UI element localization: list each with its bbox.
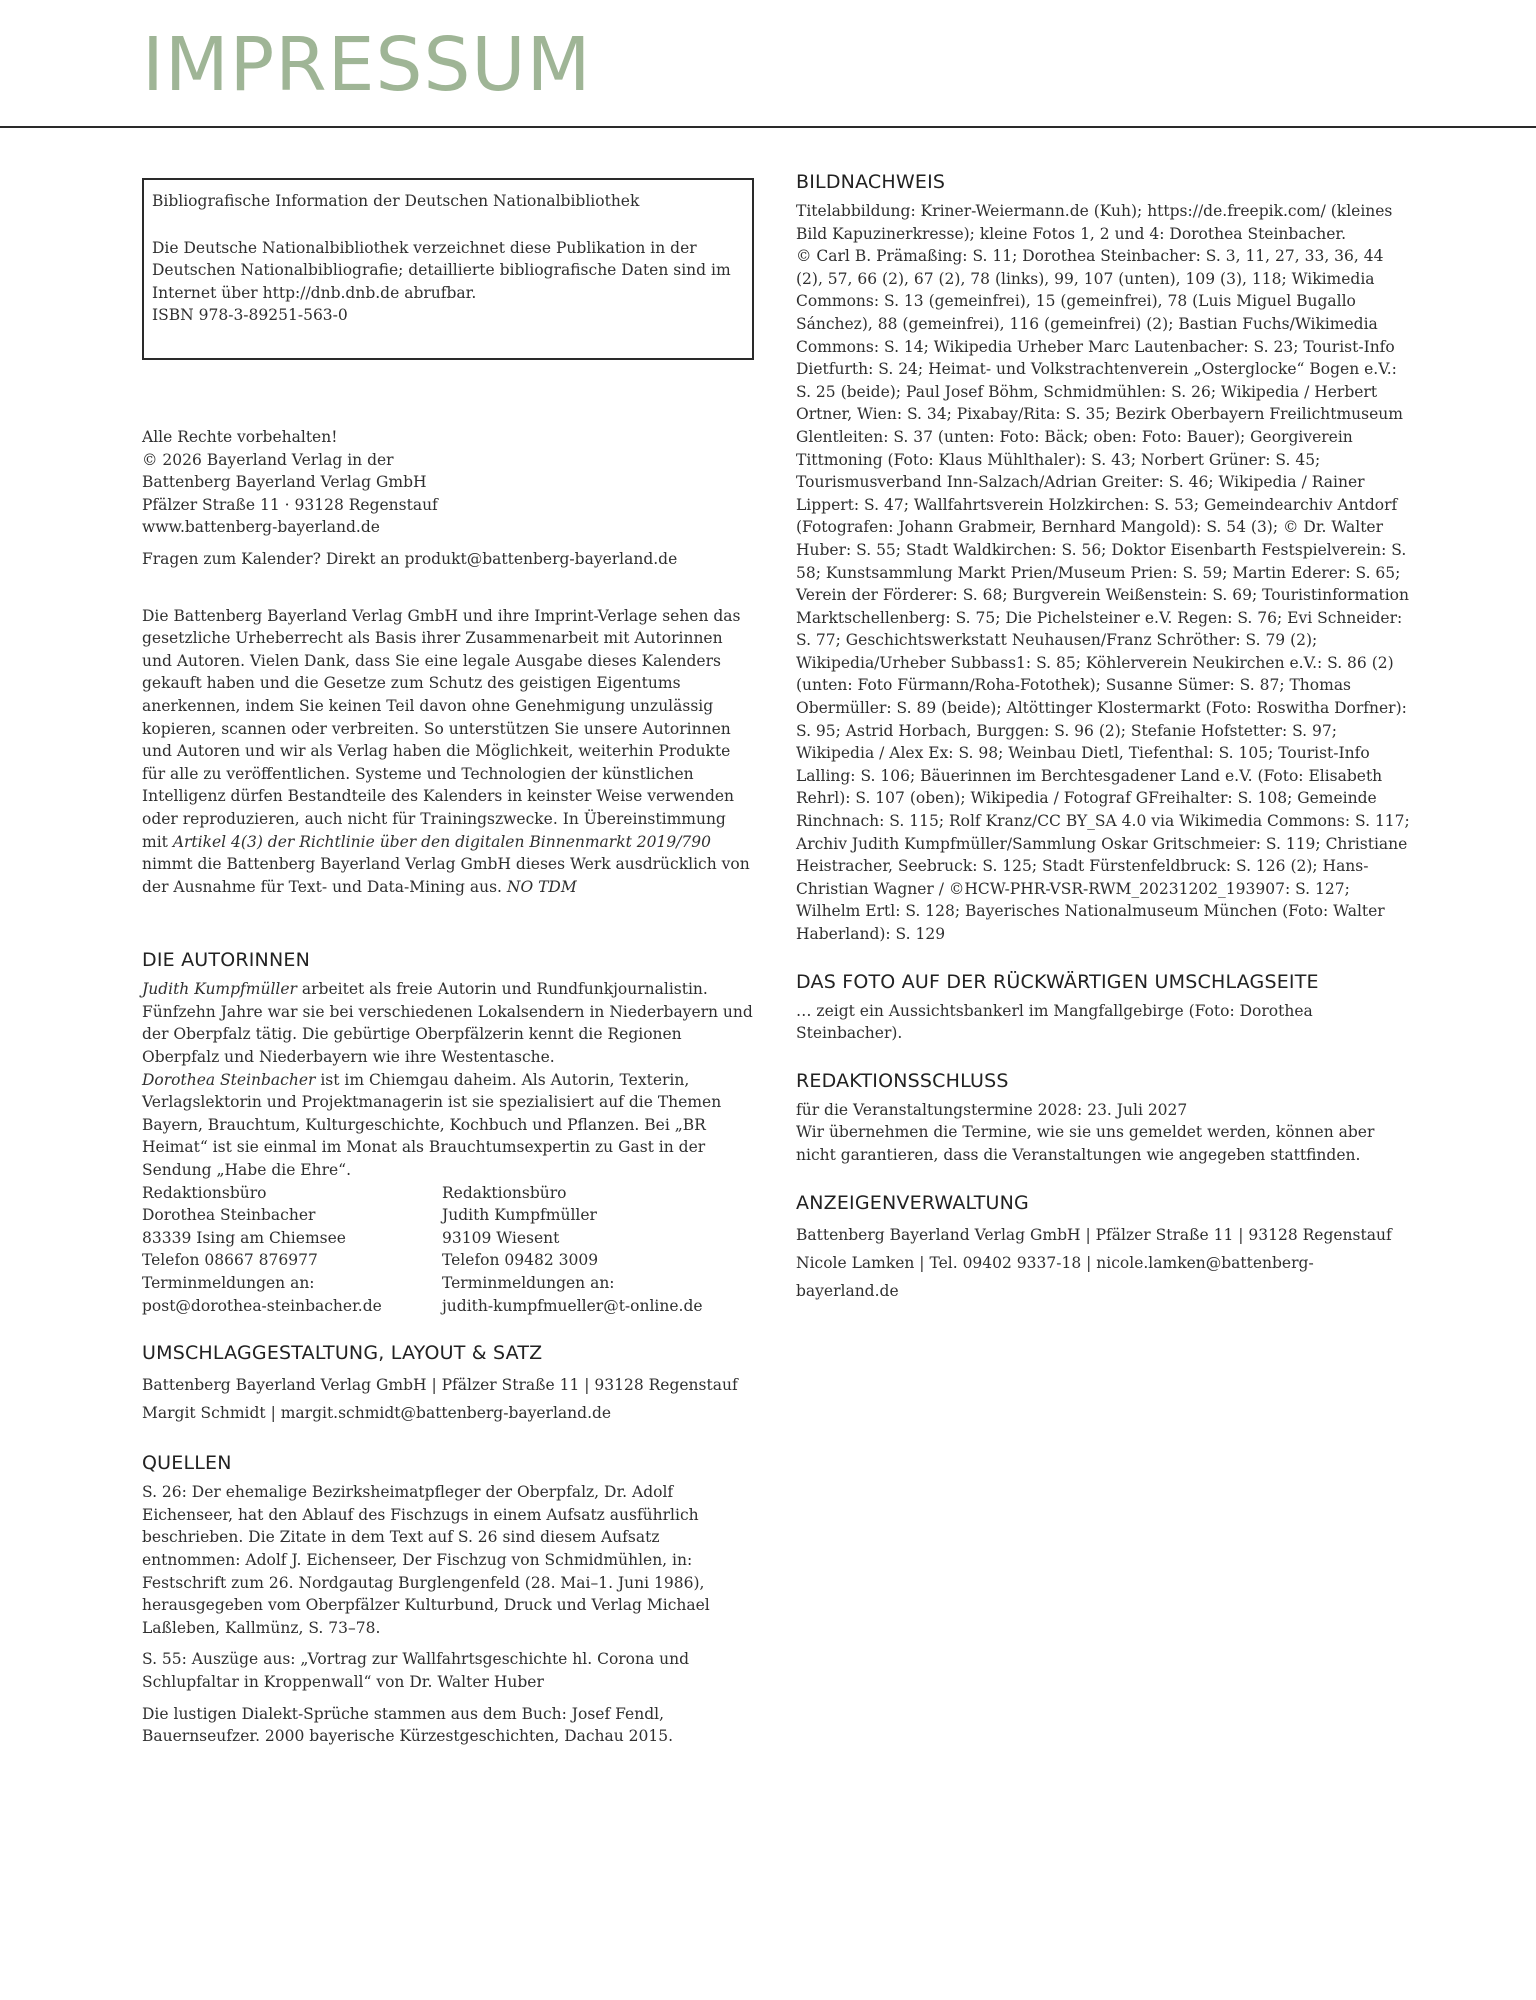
office-line: Telefon 09482 3009 bbox=[442, 1251, 599, 1270]
left-column bbox=[142, 178, 754, 1748]
authors-heading: DIE AUTORINNEN bbox=[142, 949, 310, 972]
office-contacts bbox=[142, 1182, 754, 1318]
author-1-name: Judith Kumpfmüller bbox=[142, 980, 297, 999]
sources-heading: QUELLEN bbox=[142, 1452, 232, 1475]
sources-p2: S. 55: Auszüge aus: „Vortrag zur Wallfahrtsgeschichte hl. Corona und Schlupfaltar in Kroppenwall“ von Dr. Walter Huber bbox=[142, 1650, 690, 1691]
office-line: 83339 Ising am Chiemsee bbox=[142, 1228, 346, 1247]
sources-p3: Die lustigen Dialekt-Sprüche stammen aus dem Buch: Josef Fendl, Bauernseufzer. 2000 bayerische Kürzestgeschichten, Dachau 2015. bbox=[142, 1704, 674, 1746]
author-1-text: arbeitet als freie Autorin und Rundfunkjournalistin. Fünfzehn Jahre war sie bei verschiedenen Lokalsendern in Niederbayern und der Oberpfalz tätig. Die gebürtige Oberpfälzerin kennt die Regionen Oberpfalz und Niederbayern wie ihre Westentasche. bbox=[142, 980, 753, 1067]
publisher-address: Pfälzer Straße 11 · 93128 Regenstauf bbox=[142, 495, 438, 514]
design-line-1: Battenberg Bayerland Verlag GmbH | Pfälzer Straße 11 | 93128 Regenstauf bbox=[142, 1376, 738, 1395]
page-title: IMPRESSUM bbox=[142, 22, 592, 108]
office-kumpfmueller bbox=[442, 1182, 742, 1318]
design-heading: UMSCHLAGGESTALTUNG, LAYOUT & SATZ bbox=[142, 1342, 543, 1365]
legal-text-part2: nimmt die Battenberg Bayerland Verlag GmbH dieses Werk ausdrücklich von der Ausnahme für Text- und Data-Mining aus. bbox=[142, 855, 750, 896]
author-2-text: ist im Chiemgau daheim. Als Autorin, Texterin, Verlagslektorin und Projektmanagerin ist sie spezialisiert auf die Themen Bayern, Brauchtum, Kulturgeschichte, Kochbuch und Pflanzen. Bei „BR Heimat“ ist sie einmal im Monat als Brauchtumsexpertin zu Gast in der Sendung „Habe die Ehre“. bbox=[142, 1070, 722, 1180]
design-line-2: Margit Schmidt | margit.schmidt@battenberg-bayerland.de bbox=[142, 1404, 612, 1423]
office-line: Redaktionsbüro bbox=[142, 1183, 267, 1202]
office-line: Dorothea Steinbacher bbox=[142, 1206, 316, 1225]
copyright-text: © 2026 Bayerland Verlag in der bbox=[142, 450, 394, 469]
office-line: Terminmeldungen an: bbox=[442, 1274, 615, 1292]
deadline-line-1: für die Veranstaltungstermine 2028: 23. Juli 2027 bbox=[796, 1100, 1188, 1119]
office-steinbacher bbox=[142, 1182, 442, 1318]
credits-heading: BILDNACHWEIS bbox=[796, 171, 946, 193]
office-line: post@dorothea-steinbacher.de bbox=[142, 1296, 382, 1315]
legal-article: Artikel 4(3) der Richtlinie über den digitalen Binnenmarkt 2019/790 bbox=[172, 832, 712, 851]
author-2-name: Dorothea Steinbacher bbox=[142, 1070, 316, 1089]
publisher-website: www.battenberg-bayerland.de bbox=[142, 518, 380, 537]
legal-text-part1: Die Battenberg Bayerland Verlag GmbH und ihre Imprint-Verlage sehen das gesetzliche Urheberrecht als Basis ihrer Zusammenarbeit mit Autorinnen und Autoren. Vielen Dank, dass Sie eine legale Ausgabe dieses Kalenders gekauft haben und die Gesetze zum Schutz des geistigen Eigentums anerkennen, indem Sie keinen Teil davon ohne Genehmigung unzulässig kopieren, scannen oder verbreiten. So unterstützen Sie unsere Autorinnen und Autoren und wir als Verlag haben die Möglichkeit, weiterhin Produkte für alle zu veröffentlichen. Systeme und Technologien der künstlichen Intelligenz dürfen Bestandteile des Kalenders in keinster Weise verwenden oder reproduzieren, auch nicht für Trainingszwecke. In Übereinstimmung mit bbox=[142, 606, 741, 851]
ads-heading: ANZEIGENVERWALTUNG bbox=[796, 1191, 1029, 1214]
backcover-heading: DAS FOTO AUF DER RÜCKWÄRTIGEN UMSCHLAGSEITE bbox=[796, 970, 1319, 993]
office-line: Redaktionsbüro bbox=[442, 1183, 567, 1202]
header-rule bbox=[0, 126, 1536, 128]
credits-p1: Titelabbildung: Kriner-Weiermann.de (Kuh); https://de.freepik.com/ (kleines Bild Kapuzinerkresse); kleine Fotos 1, 2 und 4: Dorothea Steinbacher. bbox=[796, 202, 1393, 243]
credits-p2: © Carl B. Prämaßing: S. 11; Dorothea Steinbacher: S. 3, 11, 27, 33, 36, 44 (2), 57, 66 (2), 67 (2), 78 (links), 99, 107 (unten), 109 (3), 118; Wikimedia Commons: S. 13 (gemeinfrei), 15 (gemeinfrei), 78 (Luis Miguel Bugallo Sánchez), 88 (gemeinfrei), 116 (gemeinfrei) (2); Bastian Fuchs/Wikimedia Commons: S. 14; Wikipedia Urheber Marc Lautenbacher: S. 23; Tourist-Info Dietfurth: S. 24; Heimat- und Volkstrachtenverein „Osterglocke“ Bogen e.V.: S. 25 (beide); Paul Josef Böhm, Schmidmühlen: S. 26; Wikipedia / Herbert Ortner, Wien: S. 34; Pixabay/Rita: S. 35; Bezirk Oberbayern Freilichtmuseum Glentleiten: S. 37 (unten: Foto: Bäck; oben: Foto: Bauer); Georgiverein Tittmoning (Foto: Klaus Mühlthaler): S. 43; Norbert Grüner: S. 45; Tourismusverband Inn-Salzach/Adrian Greiter: S. 46; Wikipedia / Rainer Lippert: S. 47; Wallfahrtsverein Holzkirchen: S. 53; Gemeindearchiv Antdorf (Fotografen: Johann Grabmeir, Bernhard Mangold): S. 54 (3); © Dr. Walter Huber: S. 55; Stadt Waldkirchen: S. 56; Doktor Eisenbarth Festspielverein: S. 58; Kunstsammlung Markt Prien/Museum Prien: S. 59; Martin Ederer: S. 65; Verein der Förderer: S. 68; Burgverein Weißenstein: S. 69; Touristinformation Marktschellenberg: S. 75; Die Pichelsteiner e.V. Regen: S. 76; Evi Schneider: S. 77; Geschichtswerkstatt Neuhausen/Franz Schröther: S. 79 (2); Wikipedia/Urheber Subbass1: S. 85; Köhlerverein Neukirchen e.V.: S. 86 (2) (unten: Foto Fürmann/Roha-Fotothek); Susanne Sümer: S. 87; Thomas Obermüller: S. 89 (beide); Altöttinger Klostermarkt (Foto: Roswitha Dorfner): S. 95; Astrid Horbach, Burggen: S. 96 (2); Stefanie Hofstetter: S. 97; Wikipedia / Alex Ex: S. 98; Weinbau Dietl, Tiefenthal: S. 105; Tourist-Info Lalling: S. 106; Bäuerinnen im Berchtesgadener Land e.V. (Foto: Elisabeth Rehrl): S. 107 (oben); Wikipedia / Fotograf GFreihalter: S. 108; Gemeinde Rinchnach: S. 115; Rolf Kranz/CC BY_SA 4.0 via Wikimedia Commons: S. 117; Archiv Judith Kumpfmüller/Sammlung Oskar Gritschmeier: S. 119; Christiane Heistracher, Seebruck: S. 125; Stadt Fürstenfeldbruck: S. 126 (2); Hans-Christian Wagner / ©HCW-PHR-VSR-RWM_20231202_193907: S. 127; Wilhelm Ertl: S. 128; Bayerisches Nationalmuseum München (Foto: Walter Haberland): S. 129 bbox=[796, 247, 1410, 943]
publisher-name: Battenberg Bayerland Verlag GmbH bbox=[142, 473, 427, 492]
ads-line-2: Nicole Lamken | Tel. 09402 9337-18 | nicole.lamken@battenberg-bayerland.de bbox=[796, 1253, 1314, 1300]
ads-line-1: Battenberg Bayerland Verlag GmbH | Pfälzer Straße 11 | 93128 Regenstauf bbox=[796, 1225, 1392, 1244]
biblio-heading: Bibliografische Information der Deutschen Nationalbibliothek bbox=[152, 192, 640, 210]
legal-text bbox=[142, 605, 754, 899]
office-line: judith-kumpfmueller@t-online.de bbox=[442, 1296, 703, 1315]
office-line: Judith Kumpfmüller bbox=[442, 1206, 597, 1225]
author-1-bio bbox=[142, 978, 754, 1068]
author-2-bio bbox=[142, 1069, 754, 1182]
office-line: 93109 Wiesent bbox=[442, 1228, 560, 1247]
isbn: ISBN 978-3-89251-563-0 bbox=[152, 306, 348, 325]
no-tdm: NO TDM bbox=[506, 877, 577, 896]
office-line: Telefon 08667 876977 bbox=[142, 1251, 318, 1270]
questions-text: Fragen zum Kalender? Direkt an produkt@battenberg-bayerland.de bbox=[142, 549, 678, 568]
sources-p1: S. 26: Der ehemalige Bezirksheimatpfleger der Oberpfalz, Dr. Adolf Eichenseer, hat den Ablauf des Fischzugs in einem Aufsatz ausführlich beschrieben. Die Zitate in dem Text auf S. 26 sind diesem Aufsatz entnommen: Adolf J. Eichenseer, Der Fischzug von Schmidmühlen, in: Festschrift zum 26. Nordgautag Burglengenfeld (28. Mai–1. Juni 1986), herausgegeben vom Oberpfälzer Kulturbund, Druck und Verlag Michael Laßleben, Kallmünz, S. 73–78. bbox=[142, 1483, 710, 1637]
deadline-line-2: Wir übernehmen die Termine, wie sie uns gemeldet werden, können aber nicht garantieren, dass die Veranstaltungen wie angegeben stattfinden. bbox=[796, 1123, 1375, 1164]
right-column bbox=[796, 170, 1410, 1305]
biblio-box bbox=[142, 178, 754, 360]
backcover-text: … zeigt ein Aussichtsbankerl im Mangfallgebirge (Foto: Dorothea Steinbacher). bbox=[796, 1001, 1313, 1043]
deadline-heading: REDAKTIONSSCHLUSS bbox=[796, 1069, 1009, 1092]
rights-text: Alle Rechte vorbehalten! bbox=[142, 428, 338, 446]
office-line: Terminmeldungen an: bbox=[142, 1274, 315, 1292]
biblio-text: Die Deutsche Nationalbibliothek verzeichnet diese Publikation in der Deutschen Nationalbibliografie; detaillierte bibliografische Daten sind im Internet über http://dnb.dnb.de abrufbar. bbox=[152, 238, 731, 302]
